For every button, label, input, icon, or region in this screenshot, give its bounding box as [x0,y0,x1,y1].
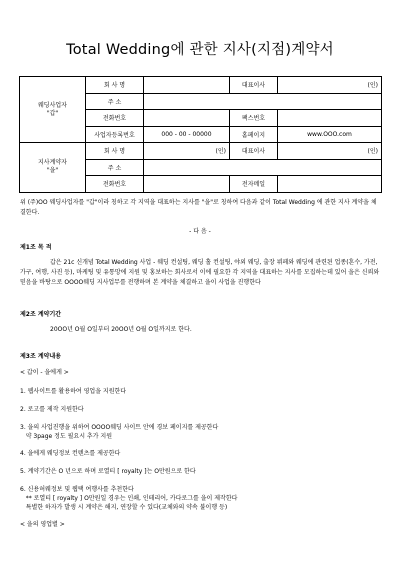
cell-label: 대표이사 [230,143,278,160]
cell-label: 팩스번호 [230,110,278,127]
cell-label: 주 소 [86,159,144,176]
cell-value [278,110,382,127]
cell-value: (인) [144,143,230,160]
cell-value [144,176,230,193]
cell-label: 전자메일 [230,176,278,193]
party-a-label-text: 웨딩사업자 "갑" [38,101,67,117]
article-3-heading: 제3조 계약내용 [20,353,62,360]
list-item: 3. 을의 사업진행을 위하여 OOOO웨딩 사이트 안에 경보 페이지를 제공한다 [20,424,219,431]
list-item: 약 3page 정도 필요시 추가 지원 [20,433,113,440]
cell-label: 대표이사 [230,77,278,94]
party-b-label-text: 지사계약자 "을" [38,159,67,175]
document-title: Total Wedding에 관한 지사(지점)계약서 [66,42,334,58]
table-row [20,77,382,94]
cell-value [144,110,230,127]
cell-value [278,176,382,193]
cell-label: 회 사 명 [86,77,144,94]
party-info-table [19,76,382,193]
article-2-body: 20OO년 O월 O일부터 20OO년 O월 O일까지로 한다. [50,326,192,333]
cell-label: 전화번호 [86,176,144,193]
list-item: 특별한 하자가 발생 시 계약은 해지, 연장할 수 있다(교체와의 약속 불이행 등) [20,504,228,511]
list-item: 1. 웹사이트를 활용하여 영업을 지원한다 [20,388,127,395]
table-row [20,143,382,160]
article-1-heading: 제1조 목 적 [20,244,52,251]
cell-value [144,77,230,94]
list-item: 4. 을에게 웨딩정보 컨텐츠를 제공한다 [20,450,121,457]
cell-value: www.OOO.com [278,126,382,143]
subheading-b-business: < 을의 영업별 > [20,521,65,528]
list-item: ** 로열티 [ royalty ] O만원일 경우는 인쇄, 인테리어, 카다로그를 을이 제작한다 [20,495,238,502]
list-item: 2. 로고를 제작 지원한다 [20,406,84,413]
cell-value [144,159,382,176]
cell-value: (인) [278,77,382,94]
list-item: 5. 계약기간은 O 년으로 하며 로열티 [ royalty ]는 O만원으로 한다 [20,468,196,475]
subheading-a-to-b: < 갑이 - 을에게 > [20,369,69,376]
party-b-label [20,143,86,193]
cell-label: 주 소 [86,93,144,110]
party-a-label [20,77,86,143]
cell-label: 홈페이지 [230,126,278,143]
next-heading: - 다 음 - [189,228,211,235]
article-2-heading: 제2조 계약기간 [20,311,62,318]
article-1-body: 갑은 21c 신개념 Total Wedding 사업 - 웨딩 컨설팅, 웨딩 홀 컨설팅, 야외 웨딩, 출장 뷔페와 웨딩에 관련된 업종(혼수, 가전, 가구, 여행, 사진 등), 마케팅 및 유통망에 지원 및 홍보하는 회사로서 이에 필요한 각 지역을 대표하는 지사를 모집하는데 있어 을은 신뢰와 믿음을 바탕으로 OOOO웨딩 지사업무를 전행하며 본 계약을 체결하고 을이 사업을 진행한다 [20,259,380,286]
list-item: 6. 신용허웨정보 및 웹택 여행사를 추천한다 [20,486,134,493]
cell-label: 회 사 명 [86,143,144,160]
cell-value [144,93,382,110]
intro-paragraph: 위 (주)OO 웨딩사업자를 "갑"이라 칭하고 각 지역을 대표하는 지사를 "을"로 칭하여 다음과 같이 Total Wedding 에 관한 지사 계약을 체결한다. [20,199,377,216]
cell-label: 전화번호 [86,110,144,127]
cell-label: 사업자등록번호 [86,126,144,143]
cell-value: (인) [278,143,382,160]
cell-value: 000 - 00 - 00000 [144,126,230,143]
